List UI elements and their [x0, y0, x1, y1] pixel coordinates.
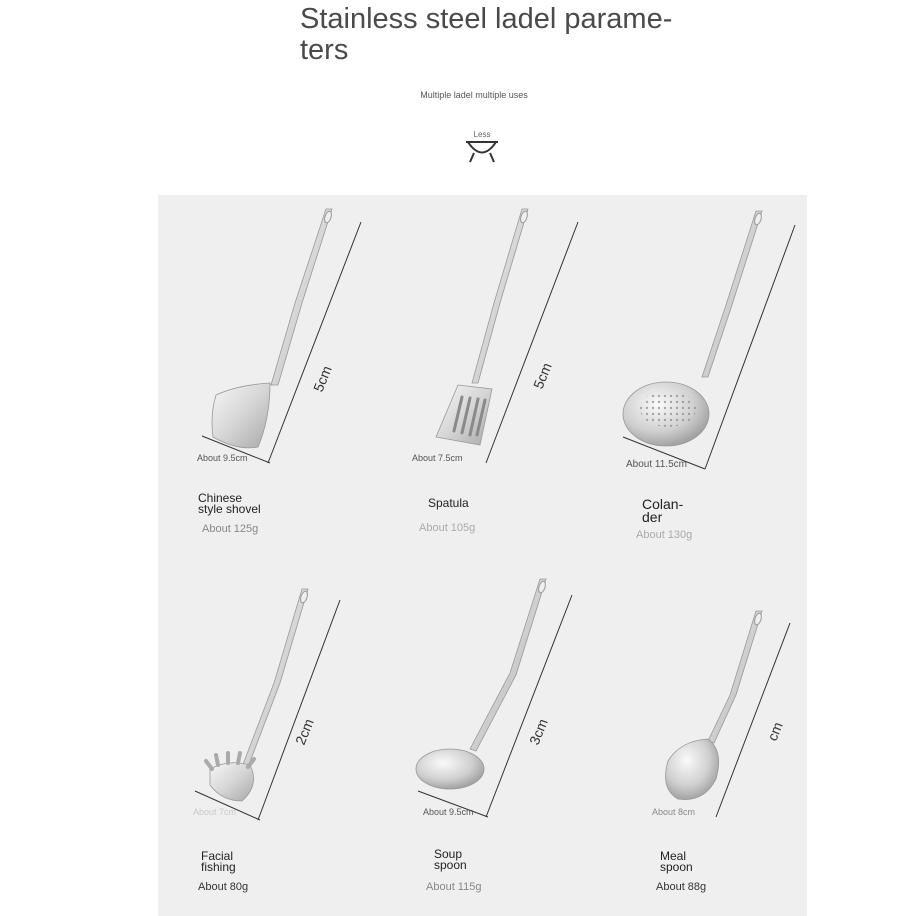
product-meal-spoon: [590, 555, 807, 916]
product-soup-spoon: [374, 555, 590, 916]
product-name: Facial fishing: [201, 849, 236, 874]
product-name: Spatula: [428, 496, 469, 510]
wok-shovel-icon: [158, 195, 374, 495]
icon-label: Less: [473, 130, 491, 139]
width-label: About 11.5cm: [626, 459, 687, 470]
product-weight: About 130g: [636, 529, 693, 541]
grill-icon: [462, 129, 502, 165]
product-weight: About 80g: [198, 881, 249, 893]
length-label: 3cm: [526, 716, 551, 747]
product-weight: About 105g: [419, 522, 476, 534]
title-line-2: ters: [300, 34, 349, 66]
serving-spoon-icon: [590, 555, 807, 855]
product-name: Chinese style shovel: [198, 491, 261, 516]
product-weight: About 115g: [426, 881, 482, 893]
page-subtitle: Multiple ladel multiple uses: [420, 90, 528, 100]
pasta-server-icon: [158, 555, 374, 855]
product-name: Soup spoon: [434, 847, 467, 872]
soup-ladle-icon: [374, 555, 590, 855]
product-spatula: [374, 195, 590, 555]
colander-skimmer-icon: [590, 195, 807, 495]
product-grid: [158, 195, 807, 916]
width-label: About 7.5cm: [412, 453, 463, 463]
page-title: [300, 4, 680, 66]
width-label: About 9.5cm: [423, 807, 474, 817]
length-label: 5cm: [310, 363, 335, 394]
length-label: cm: [764, 719, 786, 743]
product-weight: About 125g: [202, 523, 259, 535]
width-label: About 9.5cm: [197, 453, 248, 463]
length-label: 2cm: [292, 716, 317, 747]
product-chinese-style-shovel: [158, 195, 374, 555]
length-label: 5cm: [530, 360, 555, 391]
slotted-spatula-icon: [374, 195, 590, 495]
product-facial-fishing: [158, 555, 374, 916]
width-label: About 7cm: [193, 807, 237, 817]
width-label: About 8cm: [652, 807, 696, 817]
title-line-1: Stainless steel ladel parame-: [300, 3, 673, 35]
product-name: Meal spoon: [660, 849, 693, 874]
product-name: Colan- der: [642, 496, 684, 525]
product-weight: About 88g: [656, 881, 707, 893]
product-colander: [590, 195, 807, 555]
